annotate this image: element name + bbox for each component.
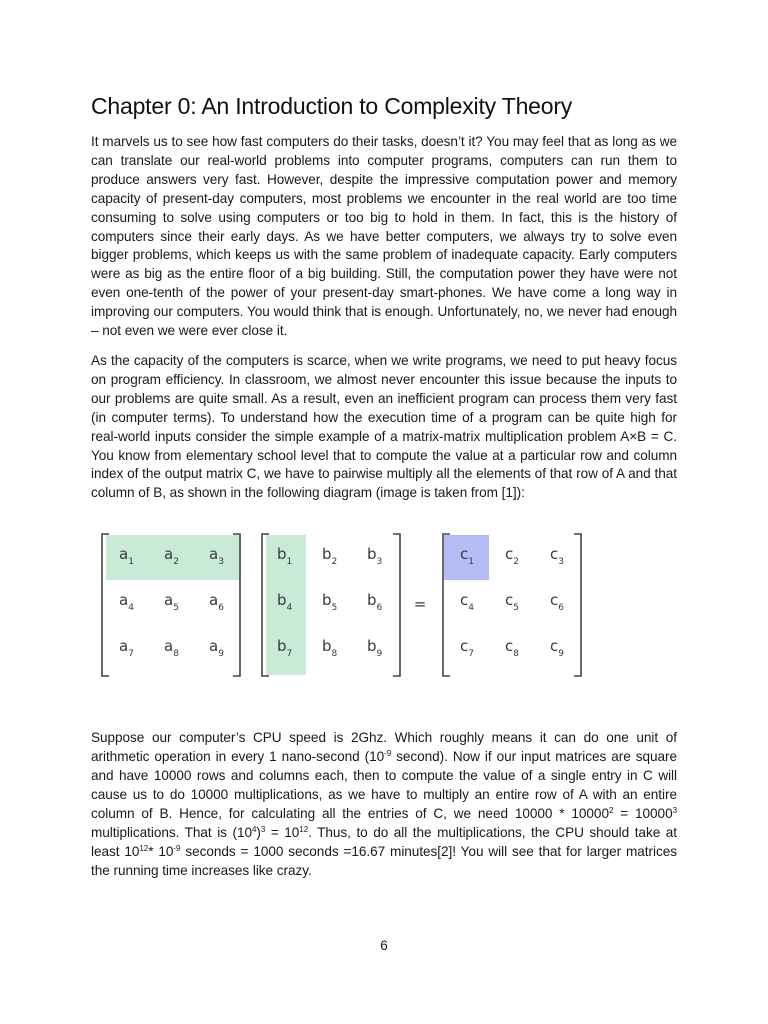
matrix-cell-c3: $c_3$: [550, 545, 564, 568]
matrix-cell-a1: $a_1$: [119, 545, 134, 568]
matrix-cell-b2: $b_2$: [322, 545, 338, 568]
matrix-cell-b9: $b_9$: [367, 637, 383, 660]
matrix-diagram-svg: [91, 529, 677, 704]
paragraph-intro: It marvels us to see how fast computers do their tasks, doesn’t it? You may feel that as long as we can translate our real-world problems into computer programs, computers can run them to produce answers very fast. However, despite the impressive computation power and memory capacity of present-day computers, most problems we encounter in the real world are too time consuming to solve using computers or too big to hold in them. In fact, this is the history of computers since their early days. As we have better computers, we always try to solve even bigger problems, which keeps us with the same problem of inadequate capacity. Early computers were as big as the entire floor of a big building. Still, the computation power they have were not even one-tenth of the power of your present-day smart-phones. We have come a long way in improving our computers. You would think that is enough. Unfortunately, no, we never had enough – not even we were ever close it.: [91, 134, 677, 339]
matrix-cell-a4: $a_4$: [119, 591, 134, 614]
matrix-cell-c1: $c_1$: [460, 545, 474, 568]
paragraph-cpu-speed: Suppose our computer’s CPU speed is 2Ghz. Which roughly means it can do one unit of arithmetic operation in every 1 nano-second ($10^{-9}$ second). Now if our input matrices are square and have 10000 rows and columns each, then to compute the value of a single entry in C will cause us to do 10000 multiplications, as we have to multiply an entire row of A with an entire column of B. Hence, for calculating all the entries of C, we need $10000 * 10000^2 = 10000^3$ multiplications. That is $(10^4)^3 = 10^{12}$. Thus, to do all the multiplications, the CPU should take at least $10^{12}*$ $10^{-9}$ seconds = 1000 seconds =16.67 minutes[2]! You will see that for larger matrices the running time increases like crazy.: [91, 730, 677, 878]
matrix-cell-a6: $a_6$: [209, 591, 224, 614]
matrix-multiplication-diagram: [91, 529, 677, 704]
matrix-cell-b5: $b_5$: [322, 591, 338, 614]
matrix-cell-b8: $b_8$: [322, 637, 338, 660]
page-number: 6: [380, 938, 388, 953]
equals-sign: =: [413, 595, 427, 614]
chapter-title: Chapter 0: An Introduction to Complexity Theory: [91, 93, 573, 119]
matrix-cell-c5: $c_5$: [505, 591, 519, 614]
matrix-cell-c9: $c_9$: [550, 637, 564, 660]
matrix-cell-b7: $b_7$: [277, 637, 293, 660]
matrix-cell-a7: $a_7$: [119, 637, 134, 660]
matrix-cell-a9: $a_9$: [209, 637, 224, 660]
matrix-cell-b1: $b_1$: [277, 545, 293, 568]
paragraph-capacity: As the capacity of the computers is scarce, when we write programs, we need to put heavy focus on program efficiency. In classroom, we almost never encounter this issue because the inputs to our problems are quite small. As a result, even an inefficient program can process them very fast (in computer terms). To understand how the execution time of a program can be quite high for real-world inputs consider the simple example of a matrix-matrix multiplication problem A×B = C. You know from elementary school level that to compute the value at a particular row and column index of the output matrix C, we have to pairwise multiply all the elements of that row of A and that column of B, as shown in the following diagram (image is taken from [1]):: [91, 352, 677, 501]
matrix-cell-b3: $b_3$: [367, 545, 383, 568]
document-page: [91, 91, 677, 880]
matrix-cell-a5: $a_5$: [164, 591, 179, 614]
matrix-cell-c6: $c_6$: [550, 591, 564, 614]
matrix-cell-c7: $c_7$: [460, 637, 474, 660]
matrix-cell-b4: $b_4$: [277, 591, 293, 614]
matrix-cell-a2: $a_2$: [164, 545, 179, 568]
matrix-cell-c2: $c_2$: [505, 545, 519, 568]
matrix-cell-a3: $a_3$: [209, 545, 224, 568]
matrix-cell-a8: $a_8$: [164, 637, 179, 660]
matrix-cell-b6: $b_6$: [367, 591, 383, 614]
matrix-cell-c4: $c_4$: [460, 591, 474, 614]
matrix-cell-c8: $c_8$: [505, 637, 519, 660]
